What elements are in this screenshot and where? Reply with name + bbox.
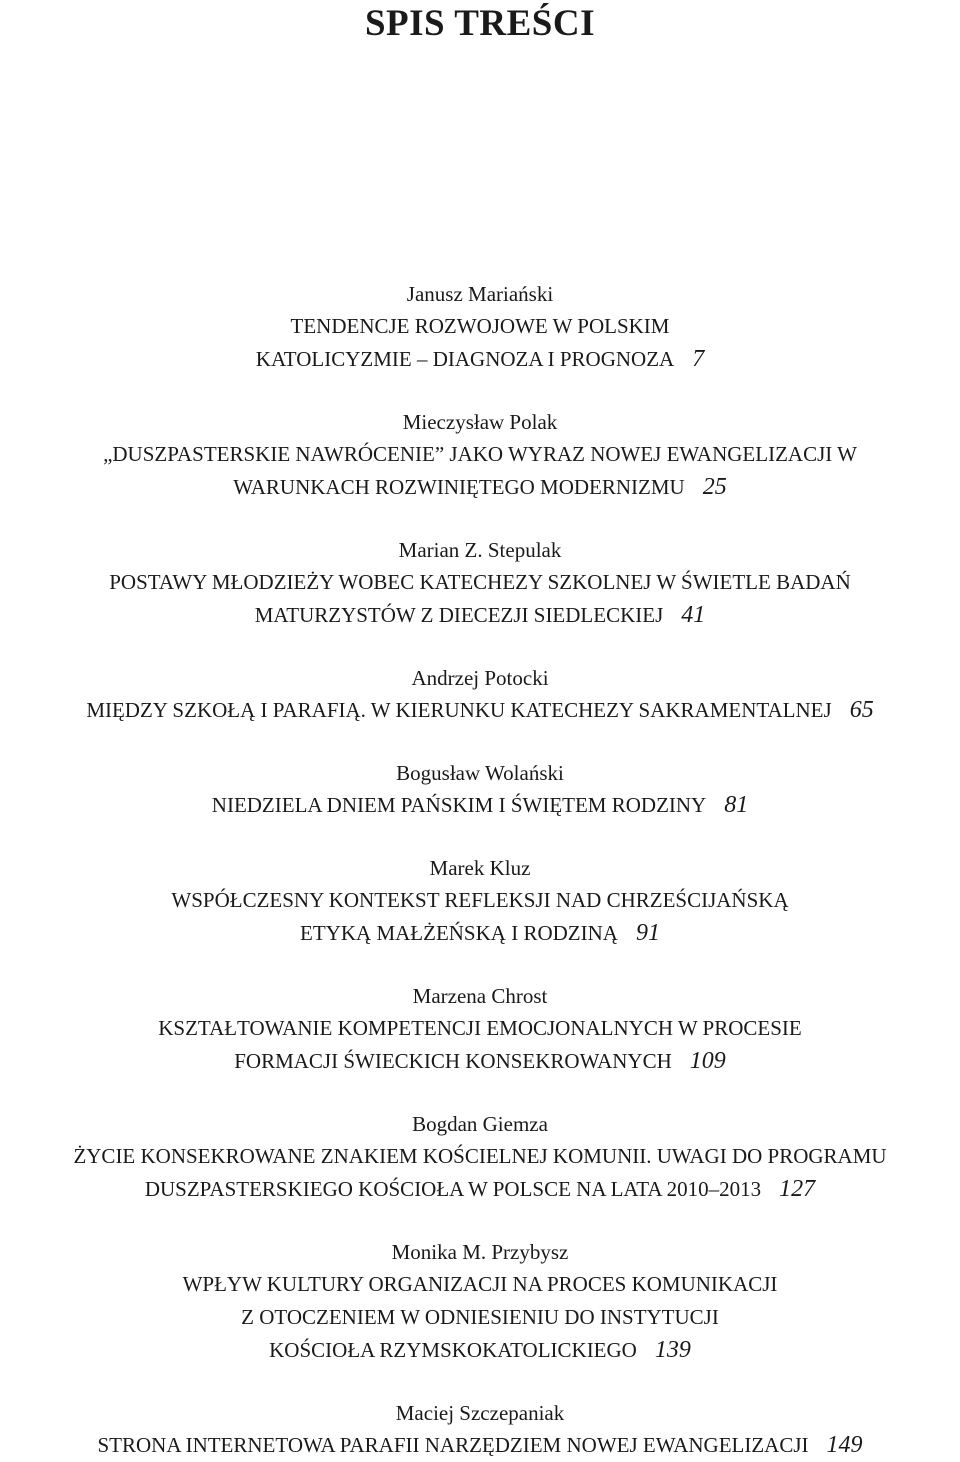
entry-author: Maciej Szczepaniak (395, 1401, 565, 1425)
entry-title-line: ŻYCIE KONSEKROWANE ZNAKIEM KOŚCIELNEJ KOMUNII. UWAGI DO PROGRAMU (73, 1144, 887, 1168)
entry-title-text: NIEDZIELA DNIEM PAŃSKIM I ŚWIĘTEM RODZINY (211, 793, 707, 817)
entry-title-line: KSZTAŁTOWANIE KOMPETENCJI EMOCJONALNYCH W PROCESIE (158, 1016, 802, 1040)
entry-title-text: FORMACJI ŚWIECKICH KONSEKROWANYCH (234, 1049, 672, 1073)
toc-entry (0, 278, 960, 376)
table-of-contents (0, 278, 960, 1462)
toc-entry (0, 662, 960, 727)
toc-entry (0, 980, 960, 1078)
page-title: SPIS TREŚCI (364, 3, 595, 44)
entry-author: Marek Kluz (429, 856, 531, 880)
entry-title-line-last (0, 1045, 960, 1078)
entry-title-line: WPŁYW KULTURY ORGANIZACJI NA PROCES KOMUNIKACJI (182, 1272, 778, 1296)
toc-entry (0, 406, 960, 504)
entry-title-line-last (0, 471, 960, 504)
entry-page-number: 127 (779, 1176, 816, 1202)
entry-title-text: ETYKĄ MAŁŻEŃSKĄ I RODZINĄ (300, 921, 618, 945)
entry-author: Andrzej Potocki (411, 666, 549, 690)
toc-entry (0, 757, 960, 822)
entry-title-line-last (0, 1429, 960, 1462)
entry-title-line: WSPÓŁCZESNY KONTEKST REFLEKSJI NAD CHRZEŚCIJAŃSKĄ (171, 888, 789, 912)
entry-title-line: TENDENCJE ROZWOJOWE W POLSKIM (290, 314, 670, 338)
entry-page-number: 139 (654, 1337, 691, 1363)
entry-title-line: „DUSZPASTERSKIE NAWRÓCENIE” JAKO WYRAZ NOWEJ EWANGELIZACJI W (103, 442, 857, 466)
entry-title-line-last (0, 343, 960, 376)
entry-title-line-last (0, 694, 960, 727)
entry-page-number: 109 (689, 1048, 726, 1074)
entry-title-text: KOŚCIOŁA RZYMSKOKATOLICKIEGO (269, 1338, 637, 1362)
entry-title-line-last (0, 917, 960, 950)
entry-page-number: 149 (826, 1432, 863, 1458)
entry-author: Bogusław Wolański (396, 761, 564, 785)
entry-author: Janusz Mariański (406, 282, 554, 306)
entry-title-line-last (0, 599, 960, 632)
entry-author: Mieczysław Polak (402, 410, 558, 434)
entry-title-text: MIĘDZY SZKOŁĄ I PARAFIĄ. W KIERUNKU KATECHEZY SAKRAMENTALNEJ (86, 698, 832, 722)
entry-page-number: 81 (724, 792, 749, 818)
entry-page-number: 41 (681, 602, 706, 628)
entry-author: Marian Z. Stepulak (398, 538, 562, 562)
toc-entry (0, 852, 960, 950)
entry-title-text: KATOLICYZMIE – DIAGNOZA I PROGNOZA (255, 347, 675, 371)
entry-author: Monika M. Przybysz (391, 1240, 569, 1264)
entry-title-line-last (0, 789, 960, 822)
entry-author: Bogdan Giemza (412, 1112, 548, 1136)
entry-title-line: POSTAWY MŁODZIEŻY WOBEC KATECHEZY SZKOLNEJ W ŚWIETLE BADAŃ (109, 570, 851, 594)
entry-title-line-last (0, 1173, 960, 1206)
entry-page-number: 7 (692, 346, 705, 372)
entry-author: Marzena Chrost (412, 984, 548, 1008)
toc-entry (0, 534, 960, 632)
entry-page-number: 65 (849, 697, 874, 723)
entry-title-text: STRONA INTERNETOWA PARAFII NARZĘDZIEM NOWEJ EWANGELIZACJI (97, 1433, 809, 1457)
entry-title-line-last (0, 1334, 960, 1367)
toc-entry (0, 1236, 960, 1367)
entry-title-text: WARUNKACH ROZWINIĘTEGO MODERNIZMU (233, 475, 685, 499)
entry-title-text: MATURZYSTÓW Z DIECEZJI SIEDLECKIEJ (254, 603, 664, 627)
entry-page-number: 91 (635, 920, 660, 946)
entry-page-number: 25 (702, 474, 727, 500)
toc-entry (0, 1397, 960, 1462)
toc-entry (0, 1108, 960, 1206)
entry-title-text: DUSZPASTERSKIEGO KOŚCIOŁA W POLSCE NA LATA 2010–2013 (144, 1177, 762, 1201)
entry-title-line: Z OTOCZENIEM W ODNIESIENIU DO INSTYTUCJI (241, 1305, 719, 1329)
